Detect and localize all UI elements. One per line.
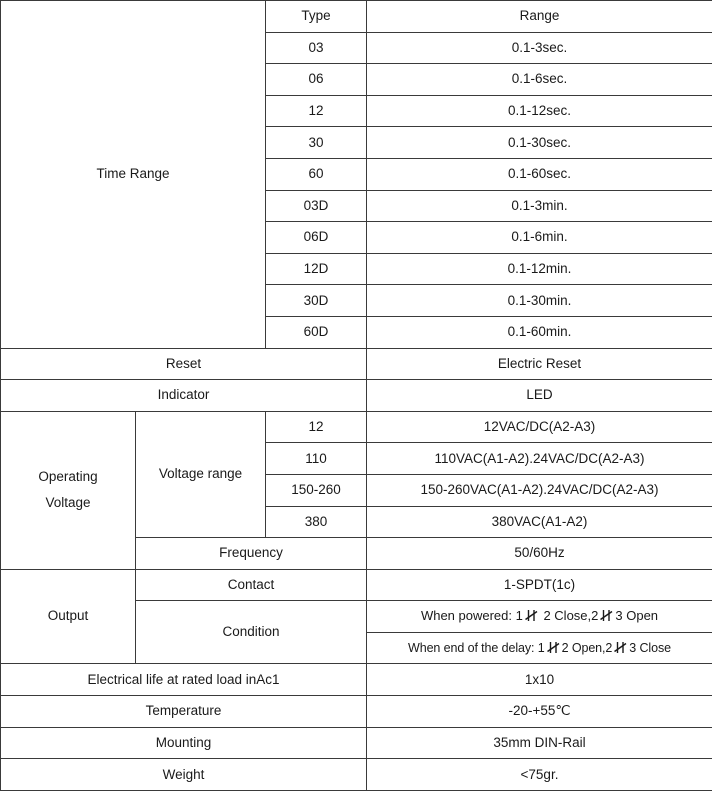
relay-contact-icon [599,609,614,622]
voltage-type: 110 [266,443,367,475]
condition-end-delay-prefix: When end of the delay: 1 [408,641,545,656]
table-row [1,380,712,412]
condition-powered-suffix: 3 Open [615,608,659,624]
time-range-type: 30D [266,285,367,317]
sub-label-condition: Condition [136,601,367,664]
time-range-type: 06 [266,64,367,96]
row-value-electrical-life: 1x10 [367,664,712,696]
relay-contact-icon [613,641,628,654]
operating-voltage-label-line2: Voltage [45,494,91,510]
row-value-condition-powered [367,601,712,633]
row-label-reset: Reset [1,348,367,380]
table-row [1,1,712,33]
condition-powered-prefix: When powered: 1 [420,608,523,624]
time-range-type: 03D [266,190,367,222]
row-label-output: Output [1,569,136,664]
time-range-type: 12 [266,95,367,127]
row-label-time-range: Time Range [1,1,266,349]
table-row [1,411,712,443]
column-header-range: Range [367,1,712,33]
time-range-value: 0.1-6min. [367,222,712,254]
row-value-temperature: -20-+55℃ [367,696,712,728]
time-range-value: 0.1-12sec. [367,95,712,127]
time-range-value: 0.1-3min. [367,190,712,222]
voltage-type: 380 [266,506,367,538]
row-value-mounting: 35mm DIN-Rail [367,727,712,759]
time-range-value: 0.1-30sec. [367,127,712,159]
table-row [1,348,712,380]
condition-powered-middle: 2 Close,2 [539,608,599,624]
sub-label-frequency: Frequency [136,538,367,570]
time-range-value: 0.1-6sec. [367,64,712,96]
time-range-type: 30 [266,127,367,159]
sub-label-contact: Contact [136,569,367,601]
time-range-value: 0.1-3sec. [367,32,712,64]
condition-end-delay-middle: 2 Open,2 [561,641,613,656]
sub-label-voltage-range: Voltage range [136,411,266,537]
row-value-reset: Electric Reset [367,348,712,380]
column-header-type: Type [266,1,367,33]
row-label-temperature: Temperature [1,696,367,728]
table-row [1,696,712,728]
time-range-type: 06D [266,222,367,254]
table-row [1,664,712,696]
table-row [1,569,712,601]
time-range-type: 12D [266,253,367,285]
row-label-weight: Weight [1,759,367,791]
time-range-value: 0.1-12min. [367,253,712,285]
row-value-weight: <75gr. [367,759,712,791]
time-range-type: 60D [266,316,367,348]
voltage-value: 110VAC(A1-A2).24VAC/DC(A2-A3) [367,443,712,475]
row-label-operating-voltage [1,411,136,569]
time-range-value: 0.1-60min. [367,316,712,348]
voltage-value: 380VAC(A1-A2) [367,506,712,538]
relay-contact-icon [546,641,561,654]
row-label-mounting: Mounting [1,727,367,759]
time-range-value: 0.1-30min. [367,285,712,317]
time-range-type: 60 [266,158,367,190]
row-value-condition-end-delay [367,632,712,664]
row-label-electrical-life: Electrical life at rated load inAc1 [1,664,367,696]
row-value-frequency: 50/60Hz [367,538,712,570]
condition-end-delay-suffix: 3 Close [629,641,671,656]
table-row [1,759,712,791]
row-value-contact: 1-SPDT(1c) [367,569,712,601]
time-range-value: 0.1-60sec. [367,158,712,190]
voltage-type: 150-260 [266,474,367,506]
voltage-value: 12VAC/DC(A2-A3) [367,411,712,443]
table-row [1,727,712,759]
row-label-indicator: Indicator [1,380,367,412]
row-value-indicator: LED [367,380,712,412]
operating-voltage-label-line1: Operating [38,469,98,485]
relay-contact-icon [524,609,539,622]
voltage-type: 12 [266,411,367,443]
voltage-value: 150-260VAC(A1-A2).24VAC/DC(A2-A3) [367,474,712,506]
time-range-type: 03 [266,32,367,64]
